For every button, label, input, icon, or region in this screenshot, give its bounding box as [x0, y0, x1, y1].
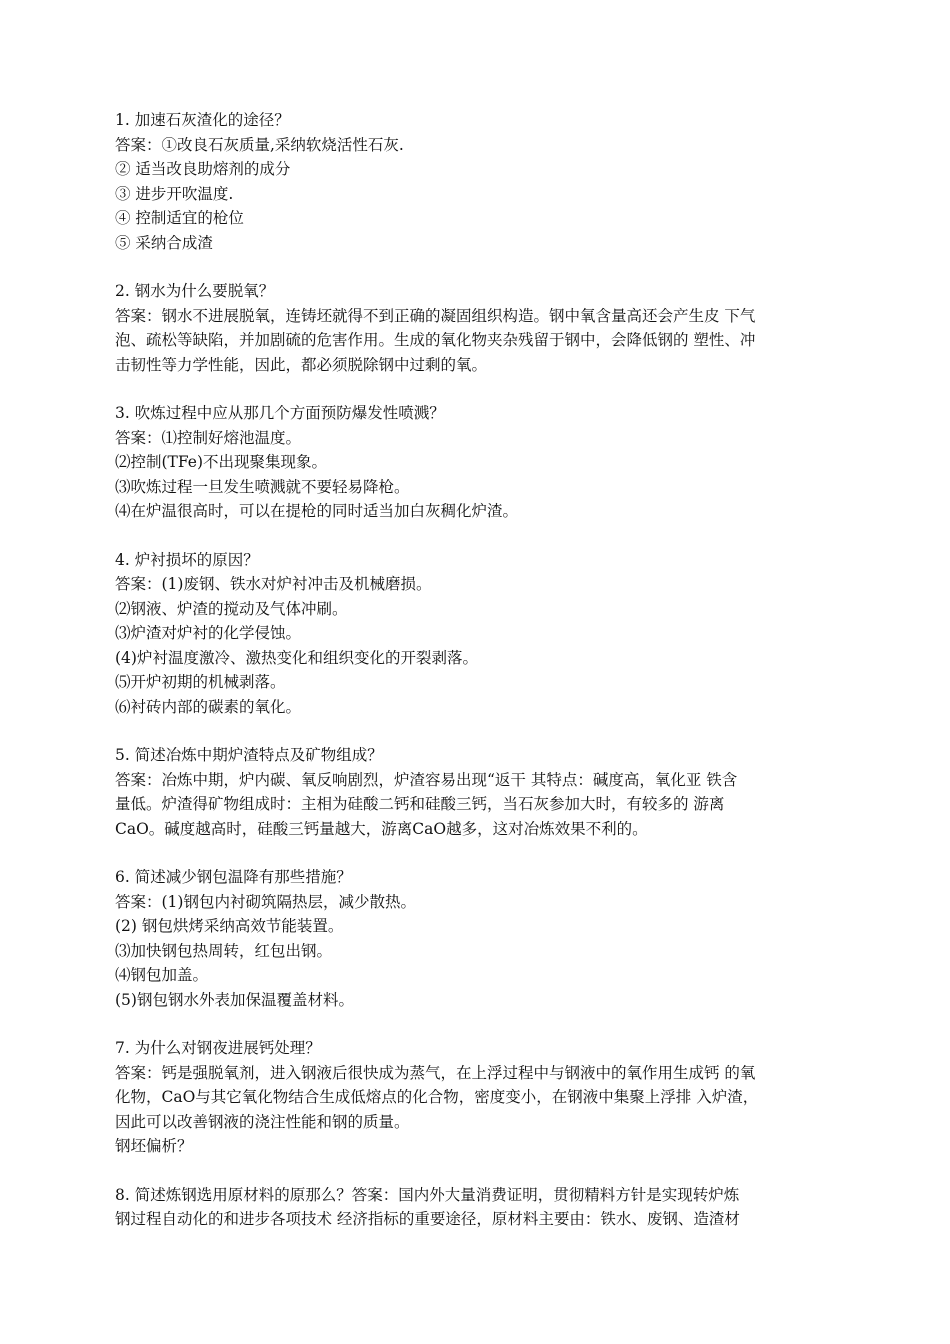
question-title: 8. 简述炼钢选用原材料的原那么？答案：国内外大量消费证明，贯彻精料方针是实现转炉炼	[115, 1185, 740, 1204]
answer-line: (5)钢包钢水外表加保温覆盖材料。	[115, 990, 354, 1009]
question-title: 3. 吹炼过程中应从那几个方面预防爆发性喷溅？	[115, 404, 445, 422]
answer-line: CaO。碱度越高时，硅酸三钙量越大，游离CaO越多，这对冶炼效果不利的。	[115, 819, 648, 838]
answer-line: ⑶炉渣对炉衬的化学侵蚀。	[115, 624, 302, 642]
question-4	[115, 548, 867, 720]
answer-line: 答案：钙是强脱氧剂，进入钢液后很快成为蒸气，在上浮过程中与钢液中的氧作用生成钙 的氧	[115, 1063, 756, 1082]
answer-line: ⑸开炉初期的机械剥落。	[115, 673, 286, 691]
question-title: 2. 钢水为什么要脱氧？	[115, 282, 275, 300]
answer-line: ⑶吹炼过程一旦发生喷溅就不要轻易降枪。	[115, 477, 410, 496]
answer-line: ⑹衬砖内部的碳素的氧化。	[115, 697, 302, 716]
answer-line: 钢坯偏析？	[115, 1137, 193, 1155]
answer-line: ⑵控制(TFe)不出现聚集现象。	[115, 453, 328, 471]
question-5	[115, 743, 867, 841]
answer-line: 击韧性等力学性能，因此，都必须脱除钢中过剩的氧。	[115, 355, 488, 374]
answer-line: ⑵钢液、炉渣的搅动及气体冲刷。	[115, 599, 348, 618]
question-title: 5. 简述冶炼中期炉渣特点及矿物组成？	[115, 746, 383, 764]
answer-line: 泡、疏松等缺陷，并加剧硫的危害作用。生成的氧化物夹杂残留于钢中，会降低钢的 塑性、冲	[115, 331, 756, 349]
question-6	[115, 865, 867, 1012]
question-title: 4. 炉衬损坏的原因？	[115, 550, 259, 569]
question-title: 1. 加速石灰渣化的途径？	[115, 111, 290, 129]
answer-line: ⑶加快钢包热周转，红包出钢。	[115, 941, 333, 960]
answer-line: 因此可以改善钢液的浇注性能和钢的质量。	[115, 1112, 410, 1131]
answer-line: 答案：①改良石灰质量,采纳软烧活性石灰.	[115, 135, 404, 154]
answer-line: 答案：钢水不进展脱氧，连铸坯就得不到正确的凝固组织构造。钢中氧含量高还会产生皮 下气	[115, 306, 756, 325]
answer-line: ④ 控制适宜的枪位	[115, 209, 244, 227]
answer-line: ③ 进步开吹温度.	[115, 184, 234, 203]
answer-line: 答案：⑴控制好熔池温度。	[115, 428, 302, 447]
answer-line: 钢过程自动化的和进步各项技术 经济指标的重要途径，原材料主要由：铁水、废钢、造渣材	[115, 1210, 740, 1228]
answer-line: (2) 钢包烘烤采纳高效节能装置。	[115, 917, 344, 935]
answer-line: 化物，CaO与其它氧化物结合生成低熔点的化合物，密度变小，在钢液中集聚上浮排 入炉渣，	[115, 1088, 759, 1106]
question-2	[115, 279, 867, 377]
answer-line: ② 适当改良助熔剂的成分	[115, 160, 291, 178]
question-title: 7. 为什么对钢夜进展钙处理？	[115, 1039, 321, 1057]
document-body	[115, 108, 867, 1256]
answer-line: ⑷在炉温很高时，可以在提枪的同时适当加白灰稠化炉渣。	[115, 502, 519, 520]
question-title: 6. 简述减少钢包温降有那些措施？	[115, 868, 352, 886]
answer-line: (4)炉衬温度激冷、激热变化和组织变化的开裂剥落。	[115, 648, 478, 667]
answer-line: 答案：(1)钢包内衬砌筑隔热层，减少散热。	[115, 892, 416, 911]
answer-line: 量低。炉渣得矿物组成时：主相为硅酸二钙和硅酸三钙，当石灰参加大时，有较多的 游离	[115, 795, 725, 813]
question-7	[115, 1036, 867, 1159]
answer-line: ⑷钢包加盖。	[115, 966, 209, 984]
answer-line: ⑤ 采纳合成渣	[115, 233, 213, 252]
answer-line: 答案：(1)废钢、铁水对炉衬冲击及机械磨损。	[115, 575, 432, 593]
question-3	[115, 401, 867, 524]
question-1	[115, 108, 867, 255]
question-8	[115, 1183, 867, 1232]
answer-line: 答案：冶炼中期，炉内碳、氧反响剧烈，炉渣容易出现“返干 其特点：碱度高，氧化亚 铁含	[115, 770, 738, 789]
